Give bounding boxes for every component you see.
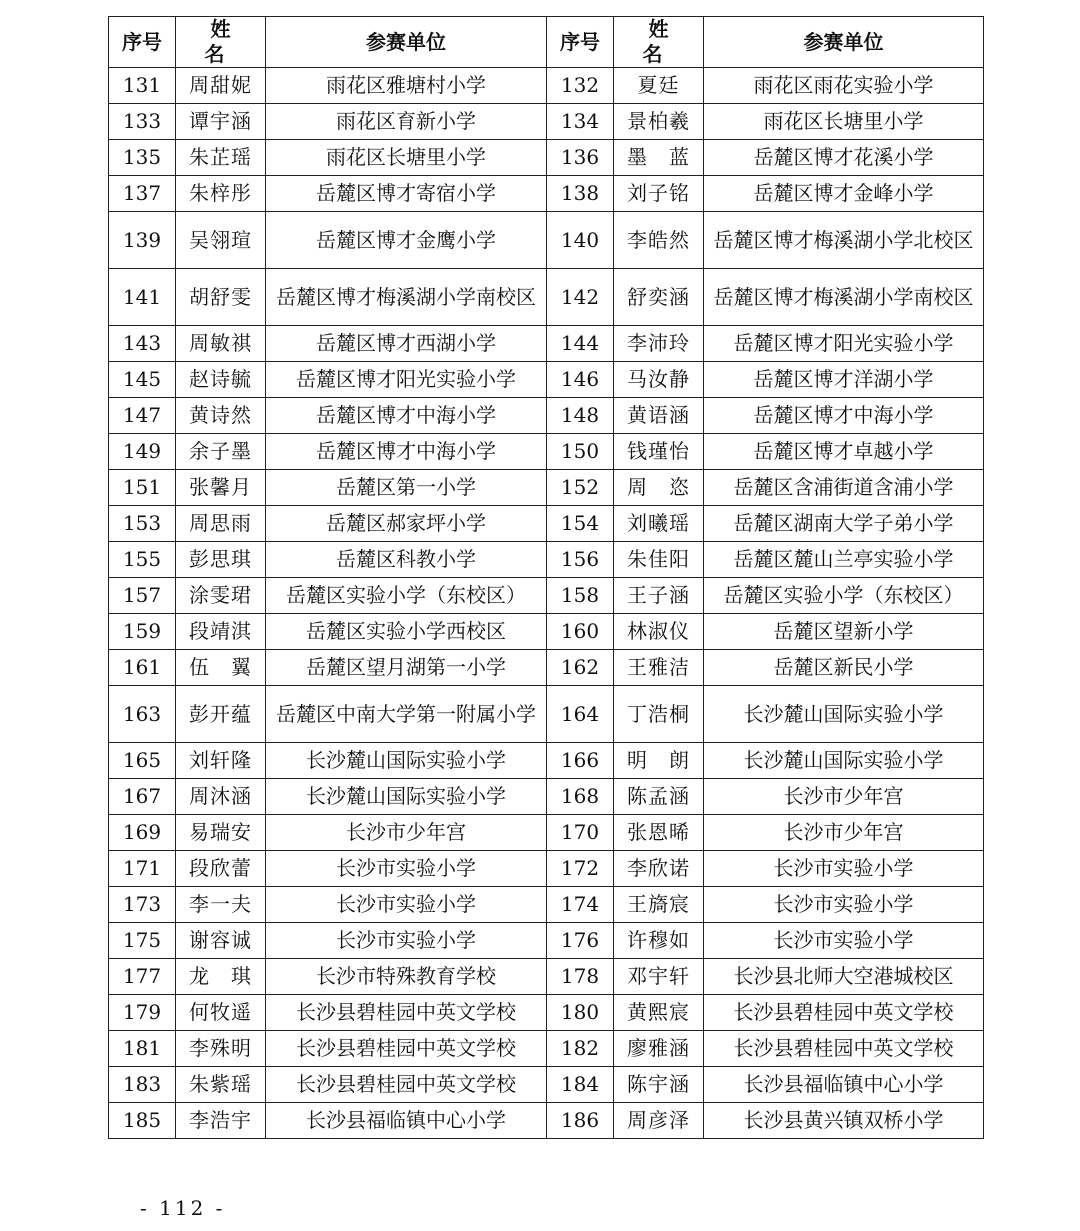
unit-cell: 岳麓区博才卓越小学 <box>704 434 984 470</box>
col-header-unit: 参赛单位 <box>266 17 547 68</box>
index-cell: 146 <box>547 362 614 398</box>
unit-cell: 岳麓区博才中海小学 <box>704 398 984 434</box>
unit-cell: 长沙麓山国际实验小学 <box>704 743 984 779</box>
index-cell: 184 <box>547 1067 614 1103</box>
name-cell: 朱梓彤 <box>176 176 266 212</box>
unit-cell: 岳麓区博才中海小学 <box>266 398 547 434</box>
name-cell: 谢容诚 <box>176 923 266 959</box>
unit-cell: 岳麓区博才寄宿小学 <box>266 176 547 212</box>
name-cell: 余子墨 <box>176 434 266 470</box>
table-row <box>109 815 984 851</box>
name-cell: 周甜妮 <box>176 68 266 104</box>
table-row <box>109 140 984 176</box>
unit-cell: 岳麓区博才金鹰小学 <box>266 212 547 269</box>
unit-cell: 长沙县碧桂园中英文学校 <box>704 995 984 1031</box>
name-cell: 许穆如 <box>614 923 704 959</box>
unit-cell: 长沙县福临镇中心小学 <box>704 1067 984 1103</box>
table-row <box>109 995 984 1031</box>
index-cell: 162 <box>547 650 614 686</box>
unit-cell: 岳麓区博才梅溪湖小学南校区 <box>704 269 984 326</box>
name-cell: 张恩晞 <box>614 815 704 851</box>
name-cell: 周彦泽 <box>614 1103 704 1139</box>
index-cell: 165 <box>109 743 176 779</box>
unit-cell: 岳麓区博才阳光实验小学 <box>704 326 984 362</box>
index-cell: 144 <box>547 326 614 362</box>
unit-cell: 岳麓区郝家坪小学 <box>266 506 547 542</box>
unit-cell: 长沙麓山国际实验小学 <box>266 779 547 815</box>
col-header-name: 姓 名 <box>614 17 704 68</box>
unit-cell: 岳麓区含浦街道含浦小学 <box>704 470 984 506</box>
name-cell: 廖雅涵 <box>614 1031 704 1067</box>
unit-cell: 岳麓区博才阳光实验小学 <box>266 362 547 398</box>
table-row <box>109 1103 984 1139</box>
index-cell: 147 <box>109 398 176 434</box>
index-cell: 159 <box>109 614 176 650</box>
name-cell: 景柏羲 <box>614 104 704 140</box>
name-cell: 陈孟涵 <box>614 779 704 815</box>
name-cell: 胡舒雯 <box>176 269 266 326</box>
index-cell: 167 <box>109 779 176 815</box>
unit-cell: 岳麓区望新小学 <box>704 614 984 650</box>
col-header-name: 姓 名 <box>176 17 266 68</box>
unit-cell: 长沙县黄兴镇双桥小学 <box>704 1103 984 1139</box>
unit-cell: 长沙市实验小学 <box>704 923 984 959</box>
unit-cell: 岳麓区第一小学 <box>266 470 547 506</box>
table-row <box>109 104 984 140</box>
unit-cell: 雨花区育新小学 <box>266 104 547 140</box>
index-cell: 136 <box>547 140 614 176</box>
name-cell: 朱佳阳 <box>614 542 704 578</box>
table-row <box>109 176 984 212</box>
unit-cell: 岳麓区实验小学西校区 <box>266 614 547 650</box>
unit-cell: 长沙县碧桂园中英文学校 <box>266 995 547 1031</box>
name-cell: 邓宇轩 <box>614 959 704 995</box>
unit-cell: 长沙市实验小学 <box>266 923 547 959</box>
table-row <box>109 686 984 743</box>
index-cell: 152 <box>547 470 614 506</box>
unit-cell: 岳麓区中南大学第一附属小学 <box>266 686 547 743</box>
index-cell: 137 <box>109 176 176 212</box>
col-header-unit: 参赛单位 <box>704 17 984 68</box>
table-row <box>109 398 984 434</box>
index-cell: 163 <box>109 686 176 743</box>
index-cell: 153 <box>109 506 176 542</box>
index-cell: 181 <box>109 1031 176 1067</box>
index-cell: 160 <box>547 614 614 650</box>
index-cell: 156 <box>547 542 614 578</box>
unit-cell: 长沙市实验小学 <box>266 887 547 923</box>
index-cell: 174 <box>547 887 614 923</box>
name-cell: 赵诗毓 <box>176 362 266 398</box>
name-cell: 墨 蓝 <box>614 140 704 176</box>
name-cell: 周 恣 <box>614 470 704 506</box>
name-cell: 何牧遥 <box>176 995 266 1031</box>
unit-cell: 长沙市实验小学 <box>266 851 547 887</box>
unit-cell: 长沙市少年宫 <box>704 779 984 815</box>
table-row <box>109 923 984 959</box>
name-cell: 王子涵 <box>614 578 704 614</box>
unit-cell: 长沙县福临镇中心小学 <box>266 1103 547 1139</box>
table-row <box>109 1067 984 1103</box>
unit-cell: 岳麓区博才花溪小学 <box>704 140 984 176</box>
unit-cell: 长沙市少年宫 <box>704 815 984 851</box>
index-cell: 133 <box>109 104 176 140</box>
table-row <box>109 68 984 104</box>
name-cell: 易瑞安 <box>176 815 266 851</box>
unit-cell: 岳麓区博才中海小学 <box>266 434 547 470</box>
index-cell: 180 <box>547 995 614 1031</box>
roster-table <box>108 16 984 1139</box>
index-cell: 171 <box>109 851 176 887</box>
name-cell: 王旖宸 <box>614 887 704 923</box>
name-cell: 段欣蕾 <box>176 851 266 887</box>
index-cell: 143 <box>109 326 176 362</box>
index-cell: 145 <box>109 362 176 398</box>
table-row <box>109 326 984 362</box>
name-cell: 谭宇涵 <box>176 104 266 140</box>
index-cell: 135 <box>109 140 176 176</box>
col-header-index: 序号 <box>109 17 176 68</box>
index-cell: 134 <box>547 104 614 140</box>
name-cell: 马汝静 <box>614 362 704 398</box>
index-cell: 149 <box>109 434 176 470</box>
index-cell: 151 <box>109 470 176 506</box>
name-cell: 龙 琪 <box>176 959 266 995</box>
index-cell: 164 <box>547 686 614 743</box>
header-row <box>109 17 984 68</box>
index-cell: 185 <box>109 1103 176 1139</box>
table-row <box>109 779 984 815</box>
unit-cell: 岳麓区博才金峰小学 <box>704 176 984 212</box>
index-cell: 131 <box>109 68 176 104</box>
table-row <box>109 851 984 887</box>
index-cell: 172 <box>547 851 614 887</box>
name-cell: 明 朗 <box>614 743 704 779</box>
unit-cell: 雨花区雨花实验小学 <box>704 68 984 104</box>
unit-cell: 雨花区长塘里小学 <box>704 104 984 140</box>
table-row <box>109 650 984 686</box>
index-cell: 138 <box>547 176 614 212</box>
name-cell: 钱瑾怡 <box>614 434 704 470</box>
name-cell: 黄诗然 <box>176 398 266 434</box>
name-cell: 刘曦瑶 <box>614 506 704 542</box>
name-cell: 黄语涵 <box>614 398 704 434</box>
name-cell: 彭开蕴 <box>176 686 266 743</box>
index-cell: 170 <box>547 815 614 851</box>
unit-cell: 岳麓区博才洋湖小学 <box>704 362 984 398</box>
index-cell: 142 <box>547 269 614 326</box>
name-cell: 刘子铭 <box>614 176 704 212</box>
table-body <box>109 68 984 1139</box>
name-cell: 陈宇涵 <box>614 1067 704 1103</box>
unit-cell: 岳麓区实验小学（东校区） <box>266 578 547 614</box>
page-number: - 112 - <box>140 1196 226 1220</box>
index-cell: 178 <box>547 959 614 995</box>
table-row <box>109 1031 984 1067</box>
unit-cell: 岳麓区湖南大学子弟小学 <box>704 506 984 542</box>
index-cell: 169 <box>109 815 176 851</box>
table-row <box>109 887 984 923</box>
name-cell: 张馨月 <box>176 470 266 506</box>
index-cell: 157 <box>109 578 176 614</box>
table-row <box>109 542 984 578</box>
unit-cell: 岳麓区实验小学（东校区） <box>704 578 984 614</box>
index-cell: 179 <box>109 995 176 1031</box>
name-cell: 舒奕涵 <box>614 269 704 326</box>
index-cell: 158 <box>547 578 614 614</box>
name-cell: 夏廷 <box>614 68 704 104</box>
name-cell: 王雅洁 <box>614 650 704 686</box>
unit-cell: 长沙县碧桂园中英文学校 <box>704 1031 984 1067</box>
unit-cell: 岳麓区博才梅溪湖小学北校区 <box>704 212 984 269</box>
name-cell: 朱芷瑶 <box>176 140 266 176</box>
col-header-index: 序号 <box>547 17 614 68</box>
name-cell: 周思雨 <box>176 506 266 542</box>
name-cell: 周敏祺 <box>176 326 266 362</box>
name-cell: 丁浩桐 <box>614 686 704 743</box>
unit-cell: 岳麓区望月湖第一小学 <box>266 650 547 686</box>
name-cell: 周沐涵 <box>176 779 266 815</box>
name-cell: 涂雯珺 <box>176 578 266 614</box>
name-cell: 段靖淇 <box>176 614 266 650</box>
name-cell: 刘轩隆 <box>176 743 266 779</box>
name-cell: 彭思琪 <box>176 542 266 578</box>
unit-cell: 岳麓区新民小学 <box>704 650 984 686</box>
unit-cell: 长沙县北师大空港城校区 <box>704 959 984 995</box>
unit-cell: 长沙麓山国际实验小学 <box>266 743 547 779</box>
unit-cell: 长沙市实验小学 <box>704 887 984 923</box>
unit-cell: 岳麓区科教小学 <box>266 542 547 578</box>
index-cell: 175 <box>109 923 176 959</box>
unit-cell: 岳麓区博才西湖小学 <box>266 326 547 362</box>
index-cell: 182 <box>547 1031 614 1067</box>
index-cell: 154 <box>547 506 614 542</box>
table-row <box>109 578 984 614</box>
unit-cell: 长沙县碧桂园中英文学校 <box>266 1031 547 1067</box>
name-cell: 黄熙宸 <box>614 995 704 1031</box>
name-cell: 李浩宇 <box>176 1103 266 1139</box>
unit-cell: 长沙县碧桂园中英文学校 <box>266 1067 547 1103</box>
unit-cell: 岳麓区博才梅溪湖小学南校区 <box>266 269 547 326</box>
table-row <box>109 434 984 470</box>
index-cell: 141 <box>109 269 176 326</box>
unit-cell: 雨花区长塘里小学 <box>266 140 547 176</box>
table-row <box>109 614 984 650</box>
table-row <box>109 269 984 326</box>
table-row <box>109 362 984 398</box>
index-cell: 155 <box>109 542 176 578</box>
table-row <box>109 506 984 542</box>
index-cell: 148 <box>547 398 614 434</box>
unit-cell: 岳麓区麓山兰亭实验小学 <box>704 542 984 578</box>
name-cell: 朱紫瑶 <box>176 1067 266 1103</box>
index-cell: 140 <box>547 212 614 269</box>
unit-cell: 长沙麓山国际实验小学 <box>704 686 984 743</box>
table-row <box>109 212 984 269</box>
unit-cell: 雨花区雅塘村小学 <box>266 68 547 104</box>
name-cell: 李欣诺 <box>614 851 704 887</box>
name-cell: 李一夫 <box>176 887 266 923</box>
name-cell: 李皓然 <box>614 212 704 269</box>
name-cell: 林淑仪 <box>614 614 704 650</box>
index-cell: 168 <box>547 779 614 815</box>
index-cell: 173 <box>109 887 176 923</box>
table-row <box>109 470 984 506</box>
table-row <box>109 743 984 779</box>
unit-cell: 长沙市实验小学 <box>704 851 984 887</box>
index-cell: 161 <box>109 650 176 686</box>
table-row <box>109 959 984 995</box>
unit-cell: 长沙市特殊教育学校 <box>266 959 547 995</box>
index-cell: 166 <box>547 743 614 779</box>
index-cell: 150 <box>547 434 614 470</box>
index-cell: 176 <box>547 923 614 959</box>
name-cell: 吴翎瑄 <box>176 212 266 269</box>
index-cell: 177 <box>109 959 176 995</box>
unit-cell: 长沙市少年宫 <box>266 815 547 851</box>
name-cell: 伍 翼 <box>176 650 266 686</box>
name-cell: 李沛玲 <box>614 326 704 362</box>
name-cell: 李殊明 <box>176 1031 266 1067</box>
index-cell: 139 <box>109 212 176 269</box>
index-cell: 132 <box>547 68 614 104</box>
index-cell: 186 <box>547 1103 614 1139</box>
index-cell: 183 <box>109 1067 176 1103</box>
